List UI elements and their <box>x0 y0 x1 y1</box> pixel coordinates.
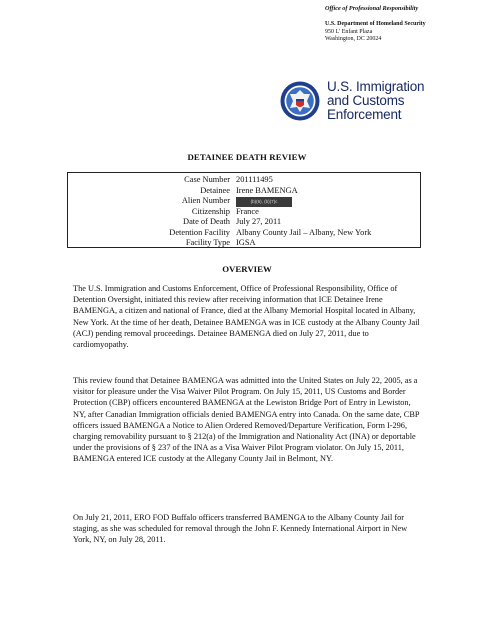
body-paragraph-1: The U.S. Immigration and Customs Enforcement, Office of Professional Responsibility, Office of Detention Oversight, initiated this review after receiving information that ICE Detainee Irene BAMENGA, a citizen and national of France, died at the Albany Memorial Hospital located in Albany, New York. At the time of her death, Detainee BAMENGA was in ICE custody at the Albany County Jail (ACJ) pending removal proceedings. Detainee BAMENGA died on July 27, 2011, due to cardiomyopathy. <box>73 284 420 350</box>
info-value: IGSA <box>236 238 256 247</box>
info-label: Date of Death <box>183 217 230 226</box>
document-title: DETAINEE DEATH REVIEW <box>187 152 307 162</box>
info-row-facility-type <box>68 238 422 249</box>
redaction-block <box>236 196 292 207</box>
info-label: Alien Number <box>181 196 230 205</box>
info-label: Detention Facility <box>169 227 230 237</box>
redacted-alien-number: (b)(6), (b)(7)c <box>236 197 292 207</box>
address-line-2: Washington, DC 20024 <box>325 36 382 42</box>
body-paragraph-3: On July 21, 2011, ERO FOD Buffalo officers transferred BAMENGA to the Albany County Jail for staging, as she was scheduled for removal through the John F. Kennedy International Airport in New York, NY, on July 28, 2011. <box>73 513 408 545</box>
info-label: Citizenship <box>191 206 230 216</box>
department-name: U.S. Department of Homeland Security <box>325 21 426 27</box>
address-line-1: 950 L' Enfant Plaza <box>325 28 373 35</box>
info-value: France <box>236 206 259 216</box>
info-label: Facility Type <box>185 238 230 247</box>
info-row-detainee <box>68 186 422 197</box>
agency-line-2: and Customs <box>327 93 405 108</box>
agency-line-1: U.S. Immigration <box>327 79 425 94</box>
agency-line-3: Enforcement <box>327 107 402 122</box>
overview-heading: OVERVIEW <box>222 264 272 274</box>
info-row-detention-facility <box>68 228 422 239</box>
letterhead-office-block <box>325 5 485 44</box>
info-row-alien-number <box>68 196 422 207</box>
info-value: July 27, 2011 <box>236 217 282 226</box>
info-label: Detainee <box>200 185 230 195</box>
info-value: Irene BAMENGA <box>236 185 298 195</box>
dhs-seal-icon <box>280 81 320 121</box>
case-info-table <box>67 172 421 248</box>
info-label: Case Number <box>184 175 230 184</box>
agency-name <box>327 80 424 122</box>
info-value: Albany County Jail – Albany, New York <box>236 227 372 237</box>
info-row-case-number <box>68 175 422 186</box>
body-paragraph-2: This review found that Detainee BAMENGA was admitted into the United States on July 22, 2005, as a visitor for pleasure under the Visa Waiver Pilot Program. On July 15, 2011, US Customs and Border Protection (CBP) officers encountered BAMENGA at the Lewiston Bridge Port of Entry in Lewiston, NY, after Canadian Immigration officials denied BAMENGA entry into Canada. On the same date, CBP officers issued BAMENGA a Notice to Alien Ordered Removed/Departure Verification, Form I-296, charging removability pursuant to § 212(a) of the Immigration and Nationality Act (INA) or deportable under the provisions of § 237 of the INA as a Visa Waiver Pilot Program violator. On July 15, 2011, BAMENGA entered ICE custody at the Allegany County Jail in Belmont, NY. <box>73 376 420 464</box>
office-title: Office of Professional Responsibility <box>325 5 419 12</box>
info-row-date-of-death <box>68 217 422 228</box>
info-value: 201111495 <box>236 175 273 184</box>
info-row-citizenship <box>68 207 422 218</box>
